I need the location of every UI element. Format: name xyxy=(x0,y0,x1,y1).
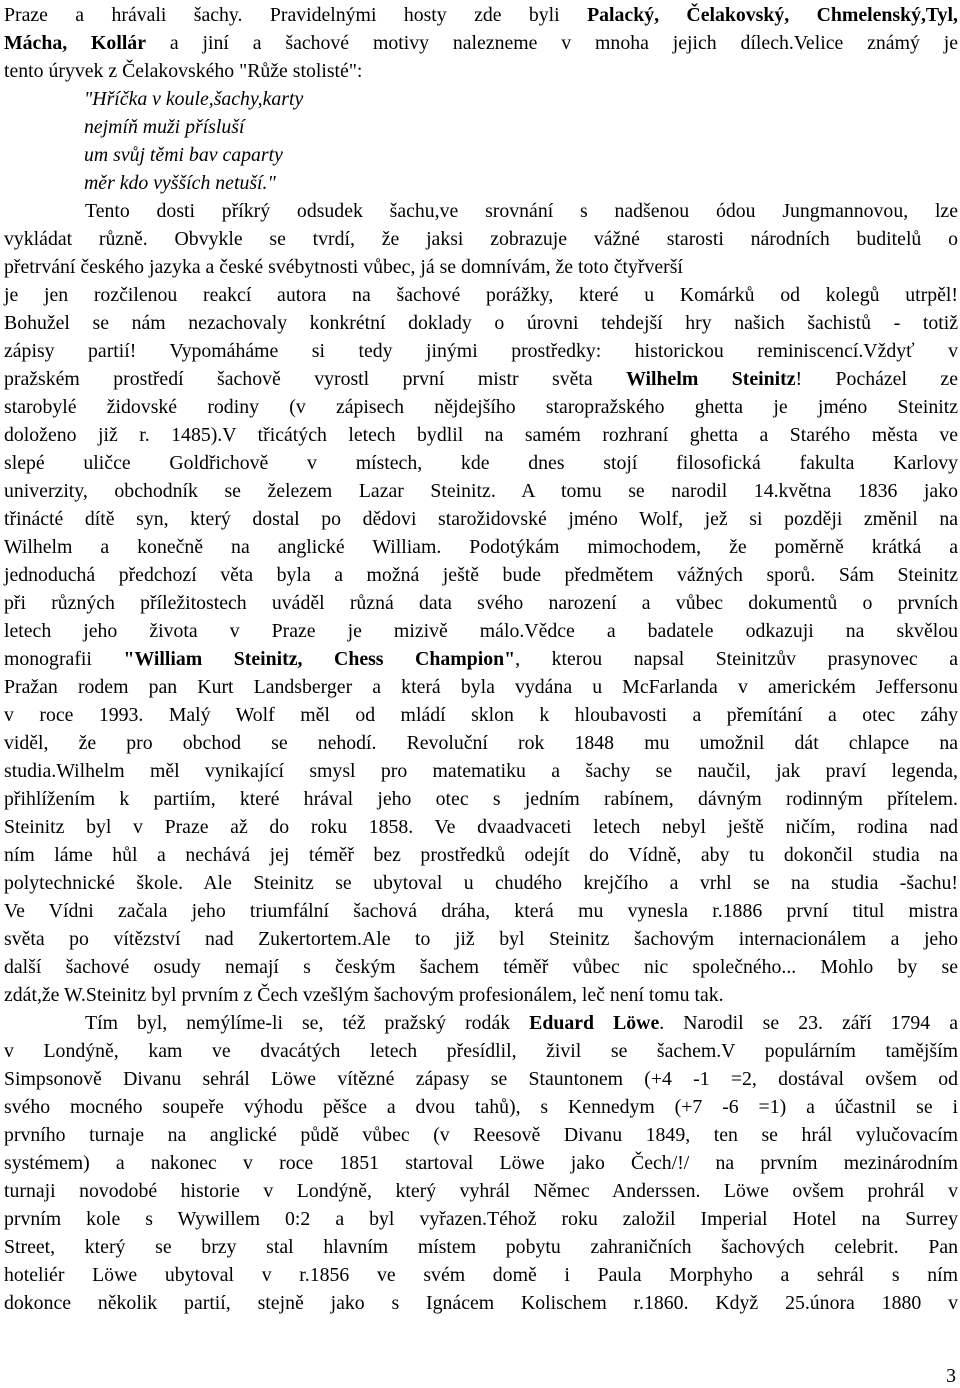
text-run: Bohužel se nám nezachovaly konkrétní doklady o úrovni tehdejší hry našich šachistů - totiž xyxy=(4,312,958,334)
text-run: Steinitz byl v Praze až do roku 1858. Ve dvaadvaceti letech nebyl ještě ničím, rodina nad xyxy=(4,816,958,838)
text-run: doloženo již r. 1485).V třicátých letech bydlil na samém rozhraní ghetta a Starého města ve xyxy=(4,424,958,446)
text-line xyxy=(4,757,958,785)
text-line xyxy=(4,1037,958,1065)
text-run: Pražan rodem pan Kurt Landsberger a která byla vydána u McFarlanda v americkém Jeffersonu xyxy=(4,676,958,698)
bold-name: Eduard Löwe xyxy=(529,1012,660,1034)
text-run: hoteliér Löwe ubytoval v r.1856 ve svém domě i Paula Morphyho a sehrál s ním xyxy=(4,1264,958,1286)
text-line xyxy=(4,953,958,981)
text-line xyxy=(4,1233,958,1261)
text-run: v roce 1993. Malý Wolf měl od mládí sklon k hloubavosti a přemítání a otec záhy xyxy=(4,704,958,726)
text-line xyxy=(4,29,958,57)
text-run: Street, který se brzy stal hlavním místem pobytu zahraničních šachových celebrit. Pan xyxy=(4,1236,958,1258)
bold-name: Palacký, Čelakovský, Chmelenský,Tyl, xyxy=(587,4,958,26)
text-run: jednoduchá předchozí věta byla a možná ještě bude předmětem vážných sporů. Sám Steinitz xyxy=(4,564,958,586)
text-line xyxy=(4,813,958,841)
text-run: turnaji novodobé historie v Londýně, který vyhrál Němec Anderssen. Löwe ovšem prohrál v xyxy=(4,1180,958,1202)
text-run: prvního turnaje na anglické půdě vůbec (v Reesově Divanu 1849, ten se hrál vylučovacím xyxy=(4,1124,958,1146)
text-run: starobylé židovské rodiny (v zápisech nějdejšího staropražského ghetta je jméno Steinitz xyxy=(4,396,958,418)
text-line xyxy=(4,281,958,309)
text-run: přihlížením k partiím, které hrával jeho otec s jedním rabínem, dávným rodinným přítelem. xyxy=(4,788,958,810)
text-line xyxy=(4,113,958,141)
bold-name: "William Steinitz, Chess Champion" xyxy=(123,648,516,670)
bold-name: Mácha, Kollár xyxy=(4,32,146,54)
text-run: třinácté dítě syn, který dostal po dědovi starožidovské jméno Wolf, jež si později změnil na xyxy=(4,508,958,530)
text-line xyxy=(4,57,958,85)
text-line xyxy=(4,1,958,29)
text-line xyxy=(4,197,958,225)
text-run: v Londýně, kam ve dvacátých letech přesídlil, živil se šachem.V populárním tamějším xyxy=(4,1040,958,1062)
text-run: , kterou napsal Steinitzův prasynovec a xyxy=(515,648,959,670)
text-line xyxy=(4,785,958,813)
text-line xyxy=(4,225,958,253)
text-line xyxy=(4,1177,958,1205)
text-run: zápisy partií! Vypomáháme si tedy jinými prostředky: historickou reminiscencí.Vždyť v xyxy=(4,340,958,362)
text-run: studia.Wilhelm měl vynikající smysl pro matematiku a šachy se naučil, jak praví legenda, xyxy=(4,760,958,782)
text-run: vykládat různě. Obvykle se tvrdí, že jaksi zobrazuje vážné starosti národních buditelů o xyxy=(4,228,958,250)
text-run: slepé uličce Goldřichově v místech, kde dnes stojí filosofická fakulta Karlovy xyxy=(4,452,958,474)
text-line xyxy=(4,701,958,729)
text-line xyxy=(4,169,958,197)
text-line xyxy=(4,1289,958,1317)
text-run: viděl, že pro obchod se nehodí. Revoluční rok 1848 mu umožnil dát chlapce na xyxy=(4,732,958,754)
text-line xyxy=(4,337,958,365)
text-run: systémem) a nakonec v roce 1851 startoval Löwe jako Čech/!/ na prvním mezinárodním xyxy=(4,1152,958,1174)
text-line xyxy=(4,1121,958,1149)
text-line xyxy=(4,645,958,673)
text-line xyxy=(4,1009,958,1037)
text-run: monografii xyxy=(4,648,124,670)
text-run: polytechnické škole. Ale Steinitz se ubytoval u chudého krejčího a vrhl se na studia -šachu! xyxy=(4,872,958,894)
bold-name: Wilhelm Steinitz xyxy=(626,368,796,390)
text-line xyxy=(4,141,958,169)
text-run: univerzity, obchodník se železem Lazar Steinitz. A tomu se narodil 14.května 1836 jako xyxy=(4,480,958,502)
body-text xyxy=(4,1,958,1317)
text-line xyxy=(4,869,958,897)
text-line xyxy=(4,981,958,1009)
page-number: 3 xyxy=(946,1365,956,1387)
text-line xyxy=(4,673,958,701)
text-line xyxy=(4,925,958,953)
text-line xyxy=(4,897,958,925)
text-line xyxy=(4,309,958,337)
text-line xyxy=(4,477,958,505)
text-run: tento úryvek z Čelakovského "Růže stolisté": xyxy=(4,60,363,82)
text-run: Ve Vídni začala jeho triumfální šachová dráha, která mu vynesla r.1886 první titul mistra xyxy=(4,900,958,922)
text-run: přetrvání českého jazyka a české svébytnosti vůbec, já se domnívám, že toto čtyřverší xyxy=(4,256,683,278)
text-run: Tím byl, nemýlíme-li se, též pražský rodák xyxy=(85,1012,530,1034)
text-line xyxy=(4,1149,958,1177)
text-line xyxy=(4,1261,958,1289)
text-run: ním láme hůl a nechává jej téměř bez prostředků odejít do Vídně, aby tu dokončil studia na xyxy=(4,844,958,866)
text-line xyxy=(4,533,958,561)
text-line xyxy=(4,1093,958,1121)
text-run: pražském prostředí šachově vyrostl první mistr světa xyxy=(4,368,627,390)
text-line xyxy=(4,841,958,869)
text-line xyxy=(4,1065,958,1093)
text-run: další šachové osudy nemají s českým šachem téměř vůbec nic společného... Mohlo by se xyxy=(4,956,958,978)
text-line xyxy=(4,253,958,281)
text-line xyxy=(4,1205,958,1233)
text-run: prvním kole s Wywillem 0:2 a byl vyřazen.Téhož roku založil Imperial Hotel na Surrey xyxy=(4,1208,958,1230)
text-run: zdát,že W.Steinitz byl prvním z Čech vzešlým šachovým profesionálem, leč není tomu tak. xyxy=(4,984,724,1006)
text-line xyxy=(4,421,958,449)
italic-verse: měr kdo vyšších netuší." xyxy=(84,172,276,194)
text-line xyxy=(4,561,958,589)
text-run: a jiní a šachové motivy nalezneme v mnoha jejich dílech.Velice známý je xyxy=(145,32,958,54)
text-line xyxy=(4,505,958,533)
text-run: Simpsonově Divanu sehrál Löwe vítězné zápasy se Stauntonem (+4 -1 =2, dostával ovšem od xyxy=(4,1068,958,1090)
text-run: . Narodil se 23. září 1794 a xyxy=(659,1012,959,1034)
text-run: světa po vítězství nad Zukertortem.Ale to již byl Steinitz šachovým internacionálem a jeho xyxy=(4,928,958,950)
text-run: Tento dosti příkrý odsudek šachu,ve srovnání s nadšenou ódou Jungmannovou, lze xyxy=(85,200,958,222)
text-line xyxy=(4,393,958,421)
italic-verse: "Hříčka v koule,šachy,karty xyxy=(84,88,304,110)
text-run: ! Pocházel ze xyxy=(795,368,958,390)
italic-verse: um svůj těmi bav caparty xyxy=(84,144,283,166)
text-line xyxy=(4,85,958,113)
text-line xyxy=(4,365,958,393)
text-line xyxy=(4,589,958,617)
text-run: Wilhelm a konečně na anglické William. Podotýkám mimochodem, že poměrně krátká a xyxy=(4,536,958,558)
text-run: při různých příležitostech uváděl různá data svého narození a vůbec dokumentů o prvních xyxy=(4,592,958,614)
text-run: Praze a hrávali šachy. Pravidelnými hosty zde byli xyxy=(4,4,588,26)
text-line xyxy=(4,617,958,645)
italic-verse: nejmíň muži přísluší xyxy=(84,116,245,138)
text-run: je jen rozčilenou reakcí autora na šachové porážky, které u Komárků od kolegů utrpěl! xyxy=(4,284,958,306)
text-line xyxy=(4,449,958,477)
text-line xyxy=(4,729,958,757)
text-run: svého mocného soupeře výhodu pěšce a dvou tahů), s Kennedym (+7 -6 =1) a účastnil se i xyxy=(4,1096,958,1118)
text-run: dokonce několik partií, stejně jako s Ignácem Kolischem r.1860. Když 25.února 1880 v xyxy=(4,1292,958,1314)
text-run: letech jeho života v Praze je mizivě málo.Vědce a badatele odkazuji na skvělou xyxy=(4,620,958,642)
